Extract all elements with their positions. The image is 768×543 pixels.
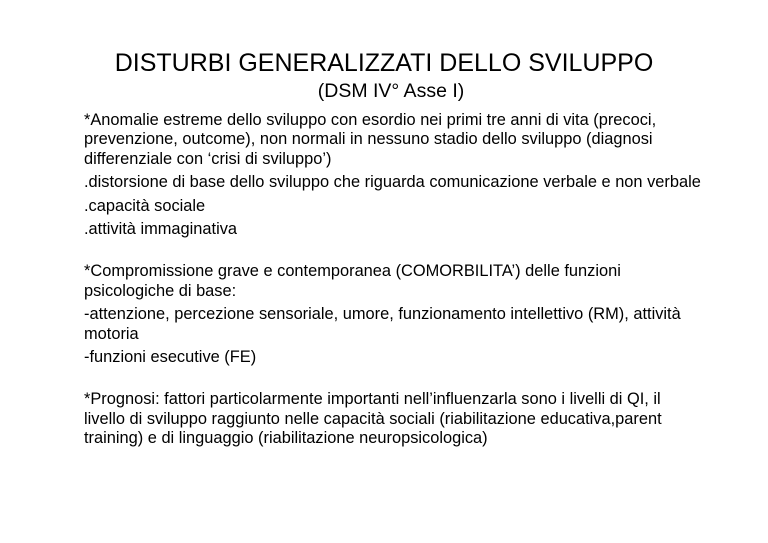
slide-body (84, 111, 704, 449)
slide-subtitle: (DSM IV° Asse I) (317, 80, 465, 102)
paragraph-prognosi: *Prognosi: fattori particolarmente importanti nell’influenzarla sono i livelli di QI, il livello di sviluppo raggiunto nelle capacità sociali (riabilitazione educativa,parent training) e di linguaggio (riabilitazione neuropsicologica) (84, 390, 662, 448)
paragraph-distorsione: .distorsione di base dello sviluppo che riguarda comunicazione verbale e non verbale (84, 173, 701, 192)
paragraph-compromissione: *Compromissione grave e contemporanea (COMORBILITA’) delle funzioni psicologiche di base: (84, 262, 621, 300)
paragraph-attenzione: -attenzione, percezione sensoriale, umore, funzionamento intellettivo (RM), attività motoria (84, 305, 681, 343)
slide-title: DISTURBI GENERALIZZATI DELLO SVILUPPO (114, 49, 654, 77)
paragraph-anomalie: *Anomalie estreme dello sviluppo con esordio nei primi tre anni di vita (precoci, prevenzione, outcome), non normali in nessuno stadio dello sviluppo (diagnosi differenziale con ‘crisi di sviluppo’) (84, 111, 657, 168)
paragraph-attivita-immaginativa: .attività immaginativa (84, 220, 238, 239)
paragraph-capacita-sociale: .capacità sociale (84, 196, 206, 215)
paragraph-funzioni-esecutive: -funzioni esecutive (FE) (84, 348, 257, 367)
